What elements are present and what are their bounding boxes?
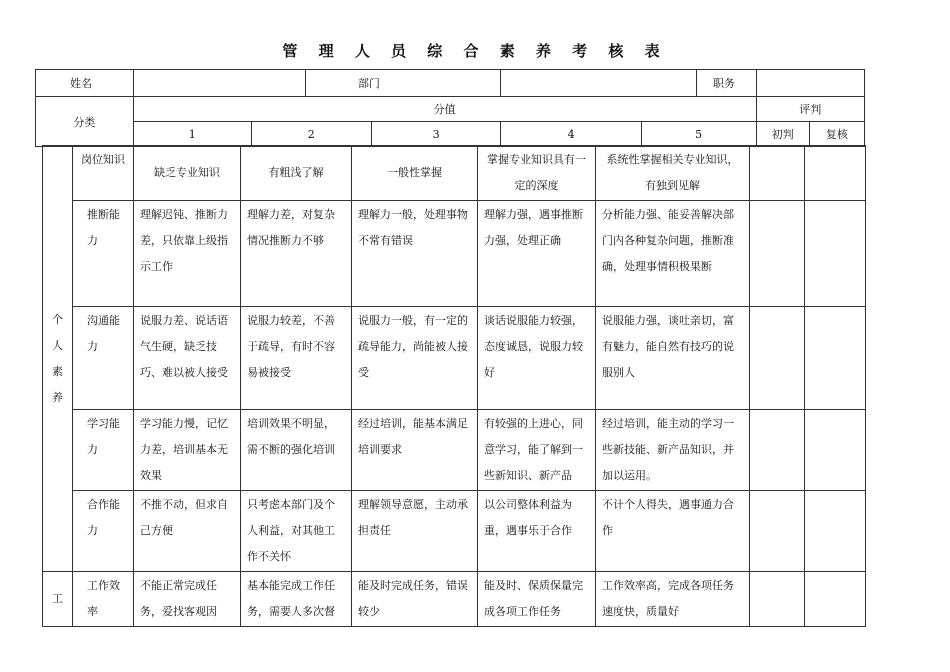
group-work: 工 <box>43 572 73 627</box>
level-5: 经过培训，能主动的学习一些新技能、新产品知识，并加以运用。 <box>596 410 750 491</box>
level-3: 理解力一般，处理事物不常有错误 <box>352 201 478 307</box>
level-5: 说服能力强，谈吐亲切，富有魅力，能自然有技巧的说服别人 <box>596 307 750 410</box>
initial-field[interactable] <box>750 410 805 491</box>
initial-label: 初判 <box>756 122 809 147</box>
review-field[interactable] <box>805 491 866 572</box>
category-label: 分类 <box>36 97 134 147</box>
initial-field[interactable] <box>750 146 805 201</box>
level-1: 缺乏专业知识 <box>134 146 241 201</box>
level-4: 有较强的上进心，同意学习，能了解到一些新知识、新产品 <box>478 410 596 491</box>
level-2: 有粗浅了解 <box>241 146 352 201</box>
level-4: 掌握专业知识具有一定的深度 <box>478 146 596 201</box>
score-4: 4 <box>501 122 641 147</box>
name-field[interactable] <box>133 70 305 97</box>
review-field[interactable] <box>805 307 866 410</box>
level-2: 培训效果不明显，需不断的强化培训 <box>241 410 352 491</box>
level-1: 理解迟钝、推断力差，只依靠上级指示工作 <box>134 201 241 307</box>
review-field[interactable] <box>805 572 866 627</box>
level-1: 不推不动，但求自己方便 <box>134 491 241 572</box>
level-5: 工作效率高，完成各项任务速度快，质量好 <box>596 572 750 627</box>
item-learning: 学习能力 <box>73 410 134 491</box>
level-1: 学习能力慢，记忆力差，培训基本无效果 <box>134 410 241 491</box>
level-3: 能及时完成任务，错误较少 <box>352 572 478 627</box>
position-label: 职务 <box>697 70 757 97</box>
dept-label: 部门 <box>305 70 501 97</box>
level-3: 理解领导意愿，主动承担责任 <box>352 491 478 572</box>
review-field[interactable] <box>805 201 866 307</box>
level-5: 不计个人得失，遇事通力合作 <box>596 491 750 572</box>
level-4: 理解力强，遇事推断力强，处理正确 <box>478 201 596 307</box>
header-table <box>35 69 865 147</box>
level-4: 谈话说服能力较强，态度诚恳，说服力较好 <box>478 307 596 410</box>
level-2: 理解力差，对复杂情况推断力不够 <box>241 201 352 307</box>
level-4: 以公司整体利益为重，遇事乐于合作 <box>478 491 596 572</box>
level-3: 说服力一般，有一定的疏导能力，尚能被人接受 <box>352 307 478 410</box>
level-3: 一般性掌握 <box>352 146 478 201</box>
assessment-table <box>42 145 866 627</box>
item-communication: 沟通能力 <box>73 307 134 410</box>
score-1: 1 <box>133 122 251 147</box>
level-2: 基本能完成工作任务，需要人多次督 <box>241 572 352 627</box>
score-3: 3 <box>371 122 501 147</box>
dept-field[interactable] <box>501 70 697 97</box>
score-label: 分值 <box>133 97 756 122</box>
item-judgment: 推断能力 <box>73 201 134 307</box>
initial-field[interactable] <box>750 491 805 572</box>
level-2: 说服力较差，不善于疏导，有时不容易被接受 <box>241 307 352 410</box>
name-label: 姓名 <box>36 70 134 97</box>
item-efficiency: 工作效率 <box>73 572 134 627</box>
position-field[interactable] <box>756 70 864 97</box>
group-personal: 个 人 素 养 <box>43 146 73 572</box>
score-2: 2 <box>251 122 371 147</box>
item-cooperation: 合作能力 <box>73 491 134 572</box>
level-3: 经过培训，能基本满足培训要求 <box>352 410 478 491</box>
level-4: 能及时、保质保量完成各项工作任务 <box>478 572 596 627</box>
item-knowledge: 岗位知识 <box>73 146 134 201</box>
level-2: 只考虑本部门及个人利益，对其他工作不关怀 <box>241 491 352 572</box>
level-5: 分析能力强、能妥善解决部门内各种复杂问题，推断准确，处理事情积极果断 <box>596 201 750 307</box>
form-title: 管 理 人 员 综 合 素 养 考 核 表 <box>282 42 668 60</box>
initial-field[interactable] <box>750 201 805 307</box>
review-label: 复核 <box>809 122 864 147</box>
level-1: 说服力差、说话语气生硬，缺乏技巧、难以被人接受 <box>134 307 241 410</box>
initial-field[interactable] <box>750 572 805 627</box>
level-1: 不能正常完成任务，爱找客观因 <box>134 572 241 627</box>
review-field[interactable] <box>805 146 866 201</box>
level-5: 系统性掌握相关专业知识，有独到见解 <box>596 146 750 201</box>
review-field[interactable] <box>805 410 866 491</box>
score-5: 5 <box>641 122 756 147</box>
initial-field[interactable] <box>750 307 805 410</box>
evaluation-label: 评判 <box>756 97 864 122</box>
